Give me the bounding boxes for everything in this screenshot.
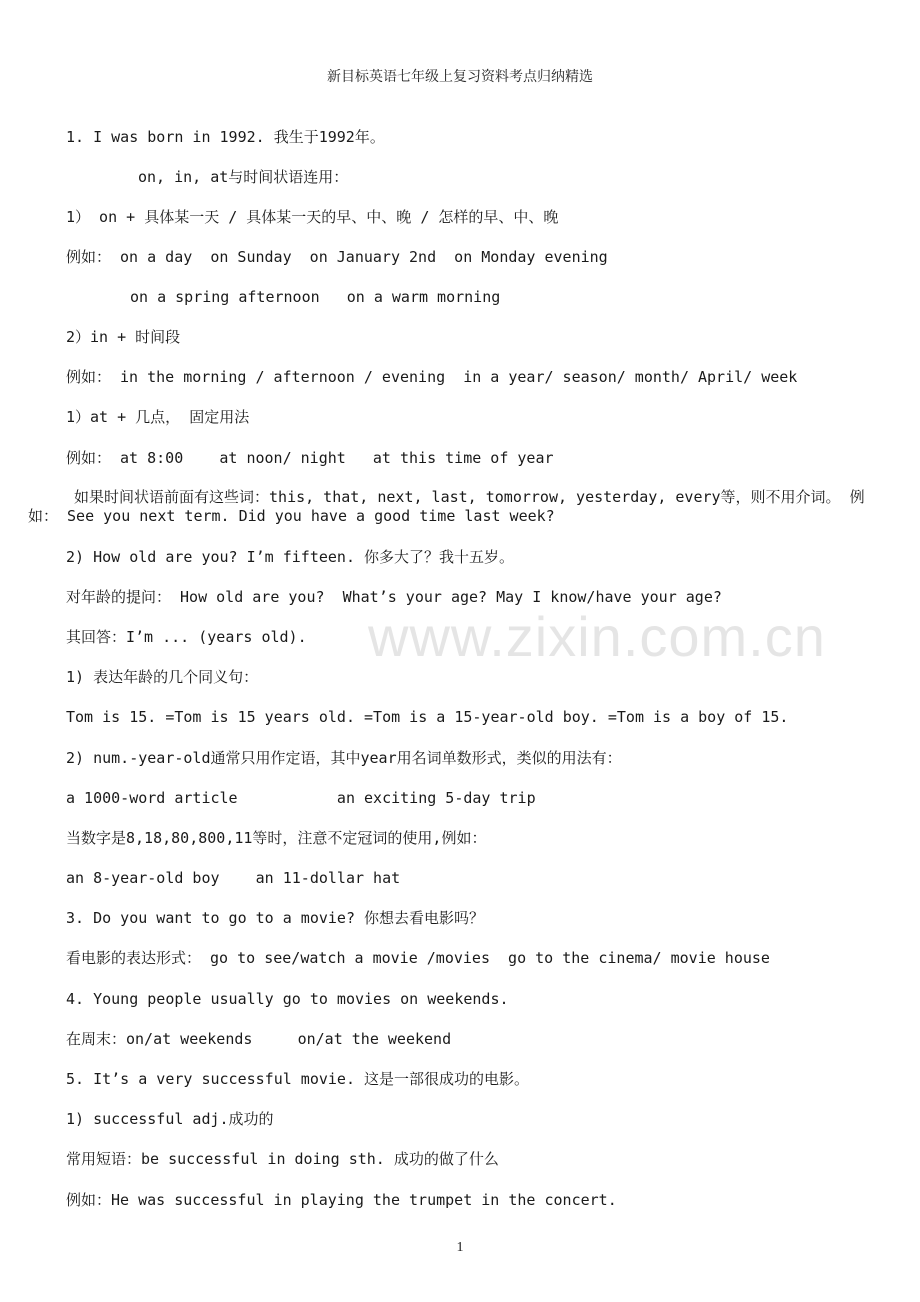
text-line: Tom is 15. =Tom is 15 years old. =Tom is a 15-year-old boy. =Tom is a boy of 15. bbox=[66, 708, 789, 726]
text-line: 例如： at 8:00 at noon/ night at this time of year bbox=[66, 449, 554, 467]
text-line: 1） on + 具体某一天 / 具体某一天的早、中、晚 / 怎样的早、中、晚 bbox=[66, 208, 559, 226]
text-line: 2）in + 时间段 bbox=[66, 328, 181, 346]
text-line: 1) successful adj.成功的 bbox=[66, 1110, 274, 1128]
text-line: 在周末：on/at weekends on/at the weekend bbox=[66, 1030, 452, 1048]
text-line: 1. I was born in 1992. 我生于1992年。 bbox=[66, 128, 385, 146]
text-line: 对年龄的提问： How old are you? What’s your age? May I know/have your age? bbox=[66, 588, 722, 606]
text-line: on a spring afternoon on a warm morning bbox=[130, 288, 501, 306]
text-line: 例如： on a day on Sunday on January 2nd on Monday evening bbox=[66, 248, 608, 266]
text-line: 2) How old are you? I’m fifteen. 你多大了？我十五岁。 bbox=[66, 548, 515, 566]
page-number: 1 bbox=[456, 1240, 464, 1255]
text-line: 看电影的表达形式： go to see/watch a movie /movies go to the cinema/ movie house bbox=[66, 949, 770, 967]
text-line: a 1000-word article an exciting 5-day trip bbox=[66, 789, 536, 807]
watermark: www.zixin.com.cn bbox=[368, 605, 826, 668]
text-line: 2) num.-year-old通常只用作定语，其中year用名词单数形式，类似的用法有： bbox=[66, 749, 622, 767]
text-line: 1）at + 几点， 固定用法 bbox=[66, 408, 250, 426]
text-line: 5. It’s a very successful movie. 这是一部很成功的电影。 bbox=[66, 1070, 530, 1088]
page-header: 新目标英语七年级上复习资料考点归纳精选 bbox=[327, 69, 593, 85]
text-line: 例如：He was successful in playing the trumpet in the concert. bbox=[66, 1191, 617, 1209]
text-line: 其回答：I’m ... (years old). bbox=[66, 628, 307, 646]
text-line: on, in, at与时间状语连用： bbox=[138, 168, 349, 186]
text-line: 3. Do you want to go to a movie? 你想去看电影吗？ bbox=[66, 909, 485, 927]
text-line: 当数字是8,18,80,800,11等时，注意不定冠词的使用,例如： bbox=[66, 829, 487, 847]
text-line: 例如： in the morning / afternoon / evening in a year/ season/ month/ April/ week bbox=[66, 368, 798, 386]
text-line: 常用短语：be successful in doing sth. 成功的做了什么 bbox=[66, 1150, 499, 1168]
text-line: 4. Young people usually go to movies on weekends. bbox=[66, 990, 509, 1008]
text-paragraph: 如果时间状语前面有这些词：this, that, next, last, tomorrow, yesterday, every等，则不用介词。 例如： See you next term. Did you have a good time last week? bbox=[28, 488, 865, 525]
text-line: an 8-year-old boy an 11-dollar hat bbox=[66, 869, 401, 887]
text-line: 1) 表达年龄的几个同义句： bbox=[66, 668, 259, 686]
